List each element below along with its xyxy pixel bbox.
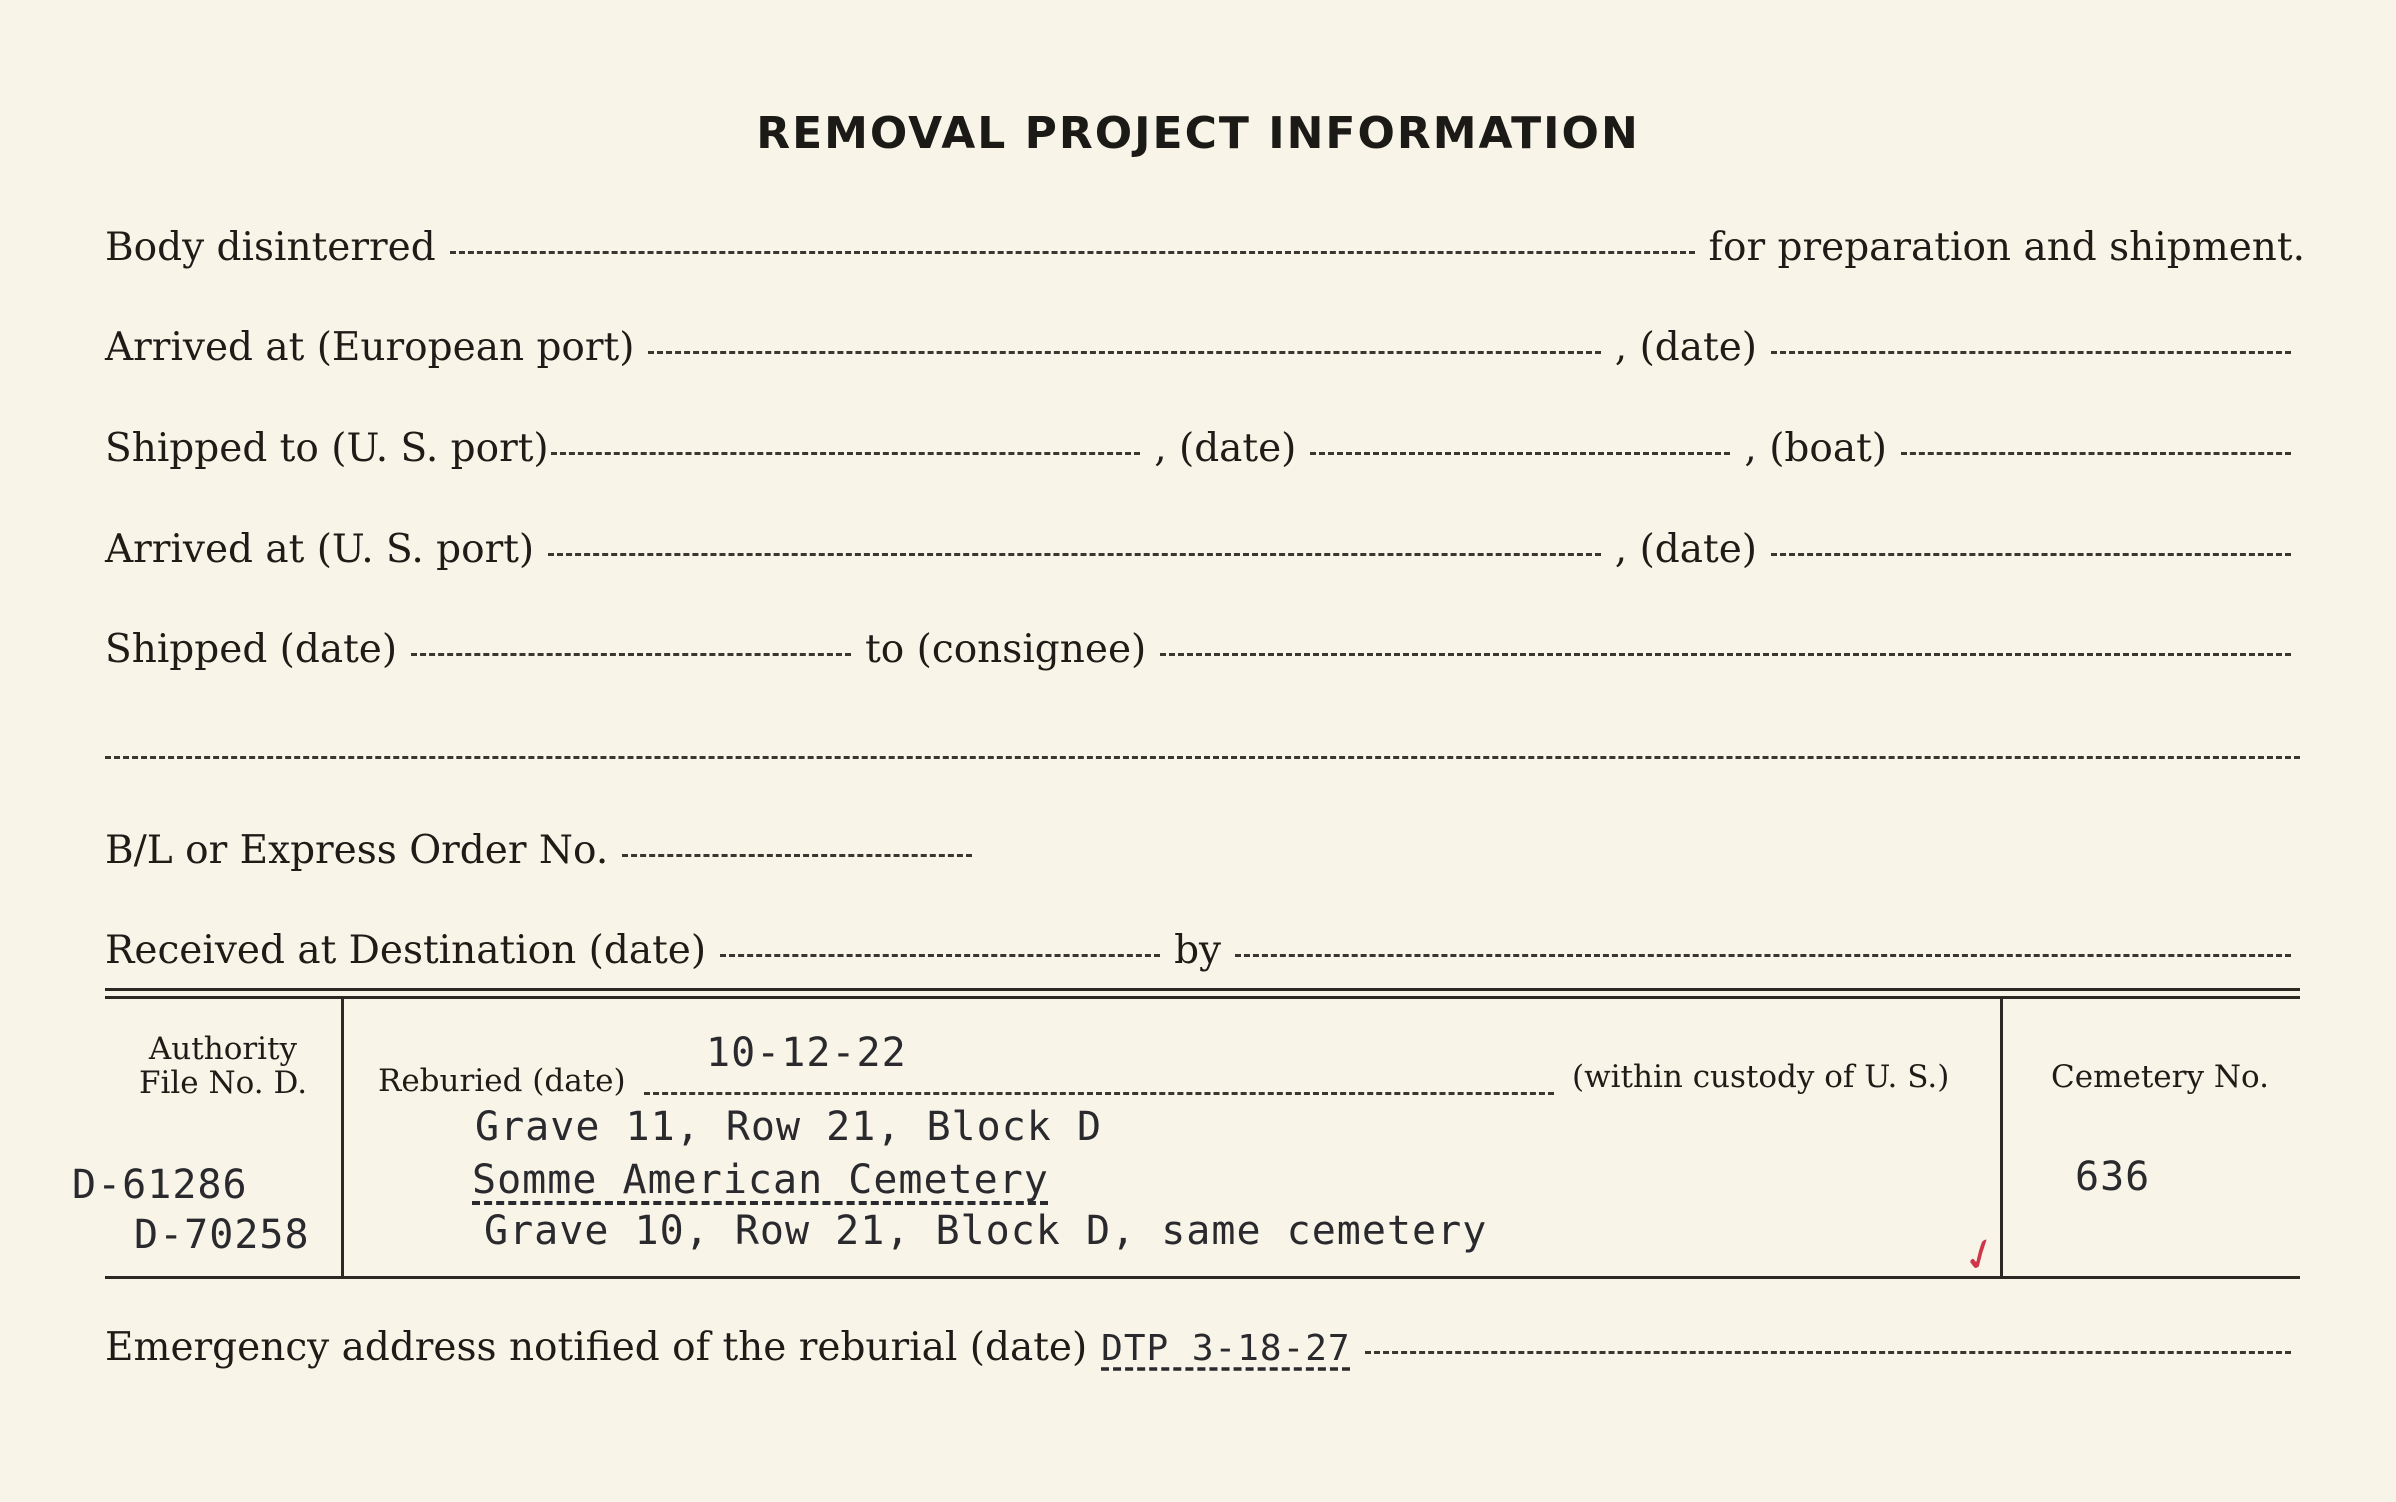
- emergency-label: Emergency address notified of the reburial (date): [105, 1325, 1088, 1370]
- shipped-date-label: Shipped (date): [105, 627, 398, 672]
- file-no-1: D-61286: [72, 1162, 248, 1208]
- grave-line-2: Somme American Cemetery: [472, 1157, 1049, 1203]
- arrived-us-port-field[interactable]: [548, 553, 1601, 556]
- table-divider-left: [341, 998, 344, 1276]
- authority-label-line-2: File No. D.: [138, 1065, 308, 1101]
- arrived-us-date-field[interactable]: [1771, 553, 2291, 556]
- check-mark-icon: ✓: [1954, 1225, 2007, 1286]
- bl-label: B/L or Express Order No.: [105, 828, 609, 873]
- custody-label: (within custody of U. S.): [1572, 1059, 1950, 1095]
- received-label: Received at Destination (date): [105, 928, 707, 973]
- arrived-us-label: Arrived at (U. S. port): [105, 527, 535, 572]
- emergency-row: [105, 1325, 2305, 1370]
- body-disinterred-row: [105, 225, 2305, 270]
- reburied-label: Reburied (date): [378, 1063, 626, 1099]
- shipped-us-date-label: , (date): [1154, 426, 1297, 471]
- received-date-field[interactable]: [720, 954, 1160, 957]
- arrived-european-label: Arrived at (European port): [105, 325, 635, 370]
- consignee-field[interactable]: [1160, 653, 2291, 656]
- bl-field[interactable]: [622, 854, 972, 857]
- arrived-us-date-label: , (date): [1614, 527, 1757, 572]
- consignee-label: to (consignee): [865, 627, 1147, 672]
- authority-header: [105, 1032, 341, 1100]
- bl-row: [105, 828, 2305, 873]
- received-by-field[interactable]: [1235, 954, 2291, 957]
- arrived-us-row: [105, 527, 2305, 572]
- boat-label: , (boat): [1744, 426, 1887, 471]
- cemetery-no-value: 636: [2075, 1154, 2151, 1200]
- arrived-european-port-field[interactable]: [648, 351, 1600, 354]
- body-disinterred-suffix: for preparation and shipment.: [1708, 225, 2305, 270]
- body-disinterred-field[interactable]: [450, 251, 1695, 254]
- boat-field[interactable]: [1901, 452, 2291, 455]
- card-title: REMOVAL PROJECT INFORMATION: [756, 108, 1640, 159]
- table-divider-right: [2000, 998, 2003, 1276]
- cemetery-no-label: Cemetery No.: [2051, 1059, 2269, 1095]
- shipped-date-row: [105, 627, 2305, 672]
- by-label: by: [1174, 928, 1222, 973]
- reburied-date-value: 10-12-22: [706, 1030, 907, 1076]
- authority-label-line-1: Authority: [148, 1031, 298, 1067]
- received-row: [105, 928, 2305, 973]
- grave-line-1: Grave 11, Row 21, Block D: [475, 1104, 1103, 1150]
- arrived-european-row: [105, 325, 2305, 370]
- table-top-rule-2: [105, 996, 2300, 999]
- shipped-us-date-field[interactable]: [1310, 452, 1730, 455]
- arrived-european-date-label: , (date): [1614, 325, 1757, 370]
- arrived-european-date-field[interactable]: [1771, 351, 2291, 354]
- reburied-date-field[interactable]: [644, 1092, 1554, 1095]
- emergency-date-field[interactable]: [1365, 1351, 2291, 1354]
- shipped-us-label: Shipped to (U. S. port): [105, 426, 549, 471]
- file-no-2: D-70258: [134, 1212, 310, 1258]
- shipped-us-port-field[interactable]: [551, 452, 1141, 455]
- table-top-rule: [105, 988, 2300, 991]
- body-disinterred-label: Body disinterred: [105, 225, 436, 270]
- grave-line-3: Grave 10, Row 21, Block D, same cemetery: [484, 1208, 1488, 1254]
- emergency-date-value: DTP 3-18-27: [1101, 1328, 1351, 1369]
- consignee-continuation-line[interactable]: [105, 756, 2300, 759]
- shipped-us-row: [105, 426, 2305, 471]
- shipped-date-field[interactable]: [411, 653, 851, 656]
